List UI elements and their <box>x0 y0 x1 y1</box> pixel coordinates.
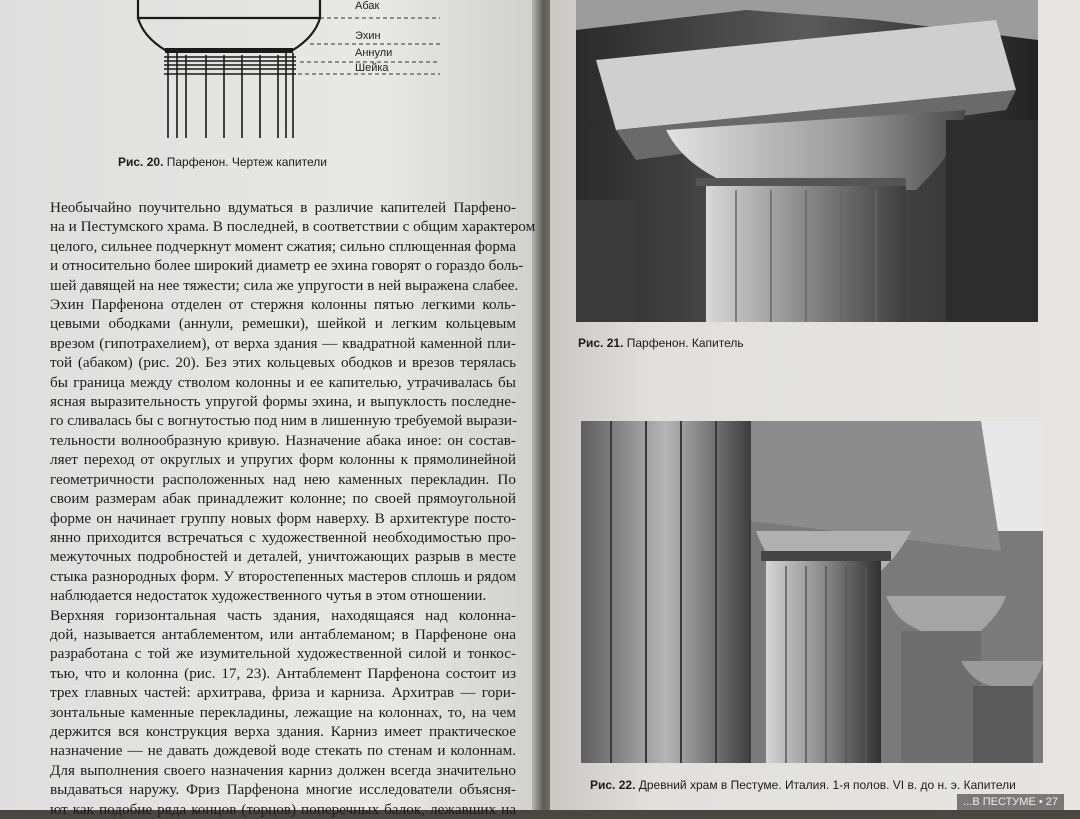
fig22-photo <box>581 421 1043 763</box>
text-line: зонтальные каменные перекладины, лежащие на колоннах, то, на чем <box>50 703 516 721</box>
text-line: ют как подобие ряда концов (торцов) поперечных балок, лежавших на <box>50 800 516 818</box>
text-line: целого, сильнее подчеркнут момент сжатия; сильно сплющенная форма <box>50 237 516 255</box>
fig21-photo <box>576 0 1038 322</box>
text-line: Верхняя горизонтальная часть здания, находящаяся над колонна- <box>50 606 516 624</box>
text-line: шей давящей на нее тяжести; сила же упругости в ней выражена слабее. <box>50 276 519 294</box>
text-line: трех главных частей: архитрава, фриза и карниза. Архитрав — гори- <box>50 684 516 702</box>
text-line: янно приходится встречаться с художественной необходимостью про- <box>50 528 516 546</box>
text-line: стыка разнородных форм. У второстепенных мастеров сплошь и рядом <box>50 567 516 585</box>
capital-drawing <box>120 0 450 145</box>
text-line: дой, называется антаблементом, или антаблеманом; в Парфеноне она <box>50 625 516 643</box>
text-line: выдаваться наружу. Фриз Парфенона многие исследователи объясня- <box>50 781 516 799</box>
text-line: на и Пестумского храма. В последней, в соответствии с общим характером <box>50 218 536 236</box>
paragraph <box>26 606 516 819</box>
text-line: разработана с той же изумительной художественной силой и тонкос- <box>50 645 516 663</box>
paragraph <box>26 198 536 295</box>
text-line: и относительно более широкий диаметр ее эхина говорят о гораздо боль- <box>50 257 524 275</box>
text-line: цевыми ободками (аннули, ремешки), шейкой и легким кольцевым <box>50 315 516 333</box>
fig21-number: Рис. 21. <box>578 336 624 350</box>
fig20-text: Парфенон. Чертеж капители <box>166 155 327 169</box>
label-abacus: Абак <box>355 0 380 12</box>
page-footer: ...В ПЕСТУМЕ • 27 <box>957 794 1064 810</box>
text-line: геометричности расположенных над нею каменных перекладин. По <box>50 470 516 488</box>
fig22-caption <box>590 778 1016 792</box>
fig20-caption <box>118 155 327 169</box>
fig22-text: Древний храм в Пестуме. Италия. 1-я полов. VI в. до н. э. Капители <box>638 778 1016 792</box>
text-line: тельности волнообразную кривую. Назначение абака иное: он состав- <box>50 431 516 449</box>
label-annuli: Аннули <box>355 47 393 59</box>
fig20-number: Рис. 20. <box>118 155 164 169</box>
text-line: Эхин Парфенона отделен от стержня колонны пятью легкими коль- <box>50 296 516 314</box>
text-line: Необычайно поучительно вдуматься в различие капителей Парфено- <box>50 199 516 216</box>
paragraph <box>26 295 516 606</box>
text-line: го сливалась бы с вогнутостью под ним в лишенную требуемой вырази- <box>50 412 518 430</box>
text-line: назначение — не давать дождевой воде стекать по стенам и колоннам. <box>50 742 516 760</box>
label-echinus: Эхин <box>355 30 381 42</box>
text-line: тью, что и колонна (рис. 17, 23). Антаблемент Парфенона состоит из <box>50 664 516 682</box>
fig21-caption <box>578 336 744 350</box>
text-line: бы граница между стволом колонны и ее капителью, утрачивалась бы <box>50 373 516 391</box>
label-neck: Шейка <box>355 62 389 74</box>
body-text <box>26 198 536 819</box>
text-line: Для выполнения своего назначения карниз должен всегда значительно <box>50 761 516 779</box>
text-line: врезом (гипотрахелием), от верха здания — квадратной каменной пли- <box>50 334 516 352</box>
text-line: своим размерам абак принадлежит колонне; по своей прямоугольной <box>50 490 516 508</box>
text-line: межуточных подробностей и деталей, уничтожающих разрыв в месте <box>50 548 516 566</box>
text-line: ясная выразительность упругой формы эхина, и выпуклость последне- <box>50 393 516 411</box>
text-line: ляет переход от округлых и упругих форм колонны к прямолинейной <box>50 451 516 469</box>
fig22-number: Рис. 22. <box>590 778 636 792</box>
text-line: держится вся конструкция верха здания. Карниз имеет практическое <box>50 722 516 740</box>
text-line: форме он начинает группу новых форм наверху. В архитектуре посто- <box>50 509 516 527</box>
text-line: той (абаком) (рис. 20). Без этих кольцевых ободков и врезов терялась <box>50 354 516 372</box>
text-line: наблюдается недостаток художественного чутья в этом отношении. <box>50 587 487 605</box>
fig21-text: Парфенон. Капитель <box>626 336 744 350</box>
